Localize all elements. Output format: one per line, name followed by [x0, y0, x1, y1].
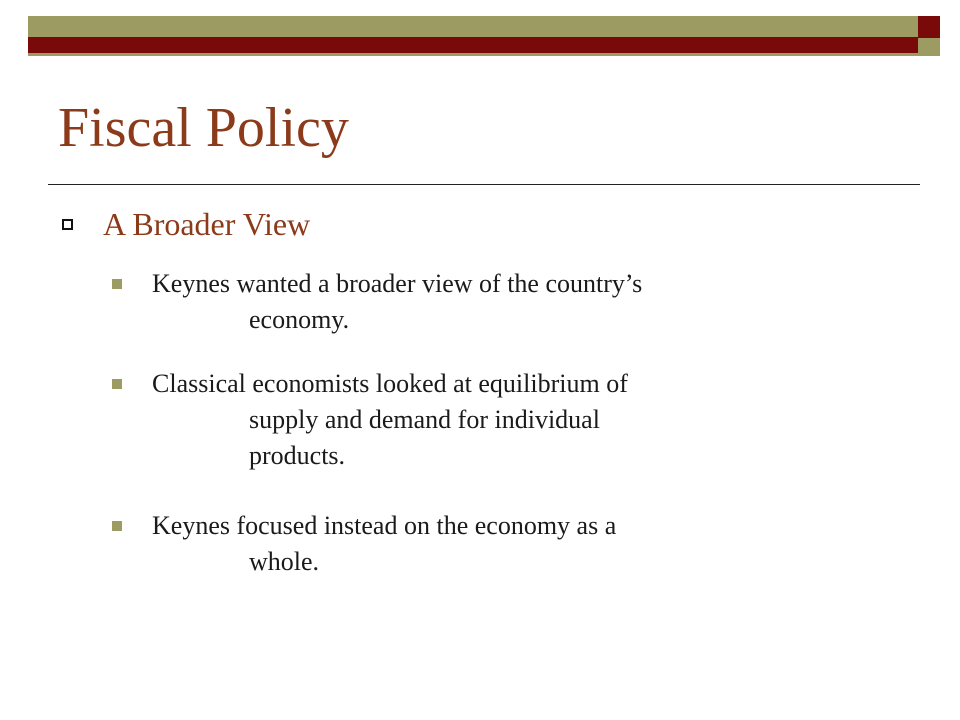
- square-bullet-icon: [112, 279, 122, 289]
- subbullet-item: [112, 366, 902, 474]
- header-band-olive-bottom: [28, 53, 918, 56]
- subbullet-line: whole.: [249, 547, 320, 576]
- subbullet-item: [112, 266, 902, 338]
- subbullet-item: [112, 508, 902, 580]
- square-bullet-icon: [112, 379, 122, 389]
- square-bullet-icon: [112, 521, 122, 531]
- bullet-level1-text: A Broader View: [103, 206, 311, 242]
- hollow-square-bullet-icon: [62, 219, 73, 230]
- corner-square-red: [918, 16, 940, 38]
- subbullet-line: products.: [249, 441, 346, 470]
- subbullet-line: Classical economists looked at equilibrium of: [152, 369, 628, 398]
- subbullet-line: Keynes wanted a broader view of the country’s: [152, 269, 643, 298]
- slide-title: Fiscal Policy: [58, 97, 349, 159]
- title-divider: [48, 184, 920, 185]
- subbullet-line: economy.: [249, 305, 350, 334]
- corner-square-olive: [918, 38, 940, 56]
- header-band-olive-top: [28, 16, 918, 37]
- subbullet-line: supply and demand for individual: [249, 405, 600, 434]
- header-band-red: [28, 37, 918, 53]
- subbullet-line: Keynes focused instead on the economy as a: [152, 511, 617, 540]
- bullet-level1: [62, 206, 310, 243]
